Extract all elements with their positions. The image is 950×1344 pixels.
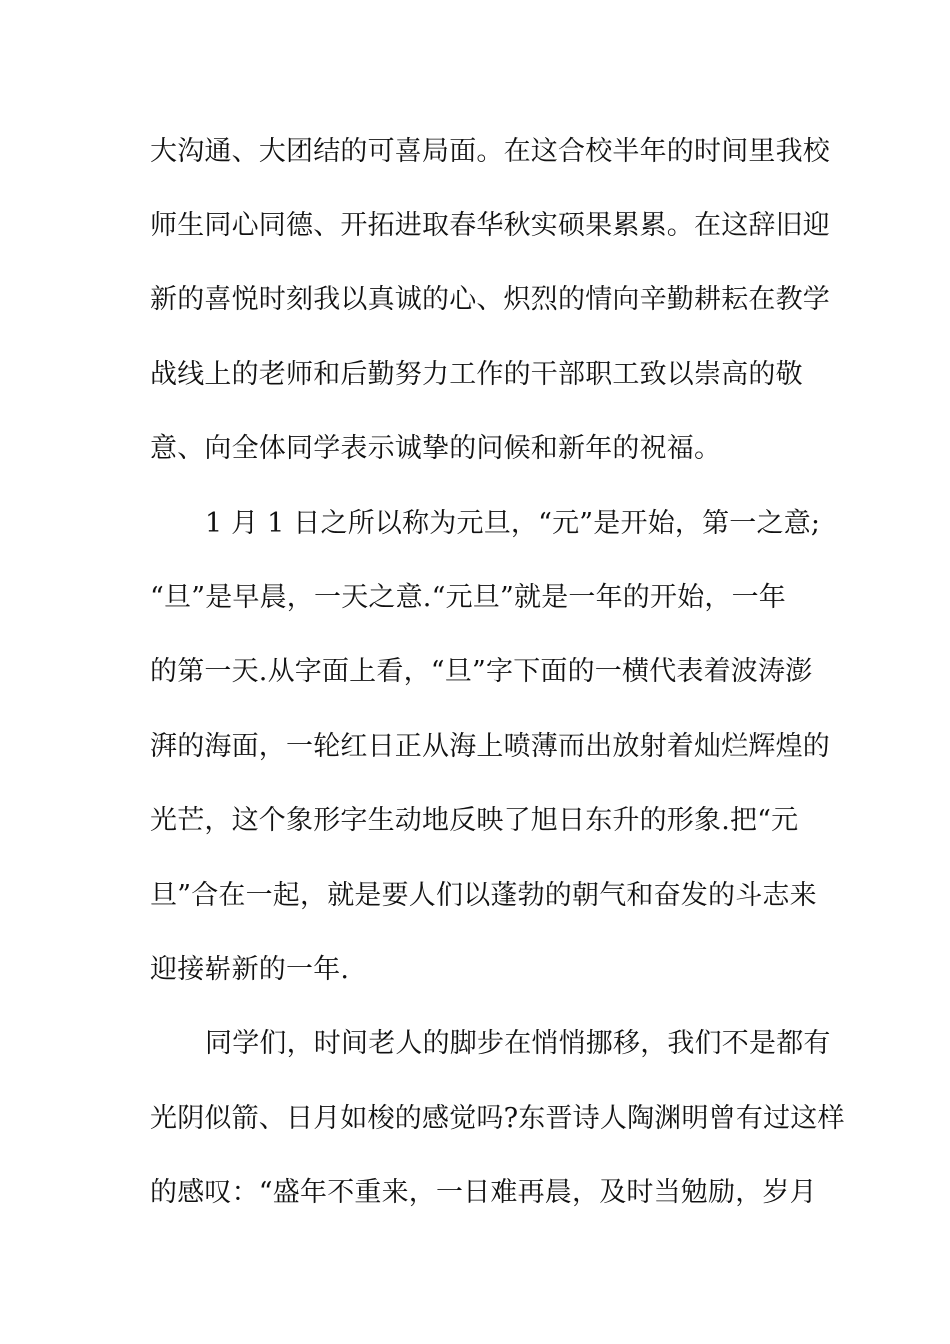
text-line: 意、向全体同学表示诚挚的问候和新年的祝福。: [150, 433, 722, 464]
text-line: 师生同心同德、开拓进取春华秋实硕果累累。在这辞旧迎: [150, 210, 830, 241]
text-line: “旦”是早晨，一天之意.“元旦”就是一年的开始，一年: [150, 582, 786, 613]
text-line: 的第一天.从字面上看，“旦”字下面的一横代表着波涛澎: [150, 656, 813, 687]
paragraph-start-line: 同学们，时间老人的脚步在悄悄挪移，我们不是都有: [205, 1028, 831, 1059]
paragraph-start-line: 1 月 1 日之所以称为元旦，“元”是开始，第一之意;: [205, 508, 821, 539]
text-line: 新的喜悦时刻我以真诚的心、炽烈的情向辛勤耕耘在教学: [150, 284, 830, 315]
text-line: 光阴似箭、日月如梭的感觉吗?东晋诗人陶渊明曾有过这样: [150, 1103, 845, 1134]
text-line: 大沟通、大团结的可喜局面。在这合校半年的时间里我校: [150, 136, 830, 167]
text-line: 战线上的老师和后勤努力工作的干部职工致以崇高的敬: [150, 359, 803, 390]
text-line: 迎接崭新的一年.: [150, 954, 350, 985]
text-line: 湃的海面，一轮红日正从海上喷薄而出放射着灿烂辉煌的: [150, 731, 830, 762]
text-line: 旦”合在一起，就是要人们以蓬勃的朝气和奋发的斗志来: [150, 880, 817, 911]
text-line: 的感叹：“盛年不重来，一日难再晨，及时当勉励，岁月: [150, 1177, 817, 1208]
text-line: 光芒，这个象形字生动地反映了旭日东升的形象.把“元: [150, 805, 799, 836]
